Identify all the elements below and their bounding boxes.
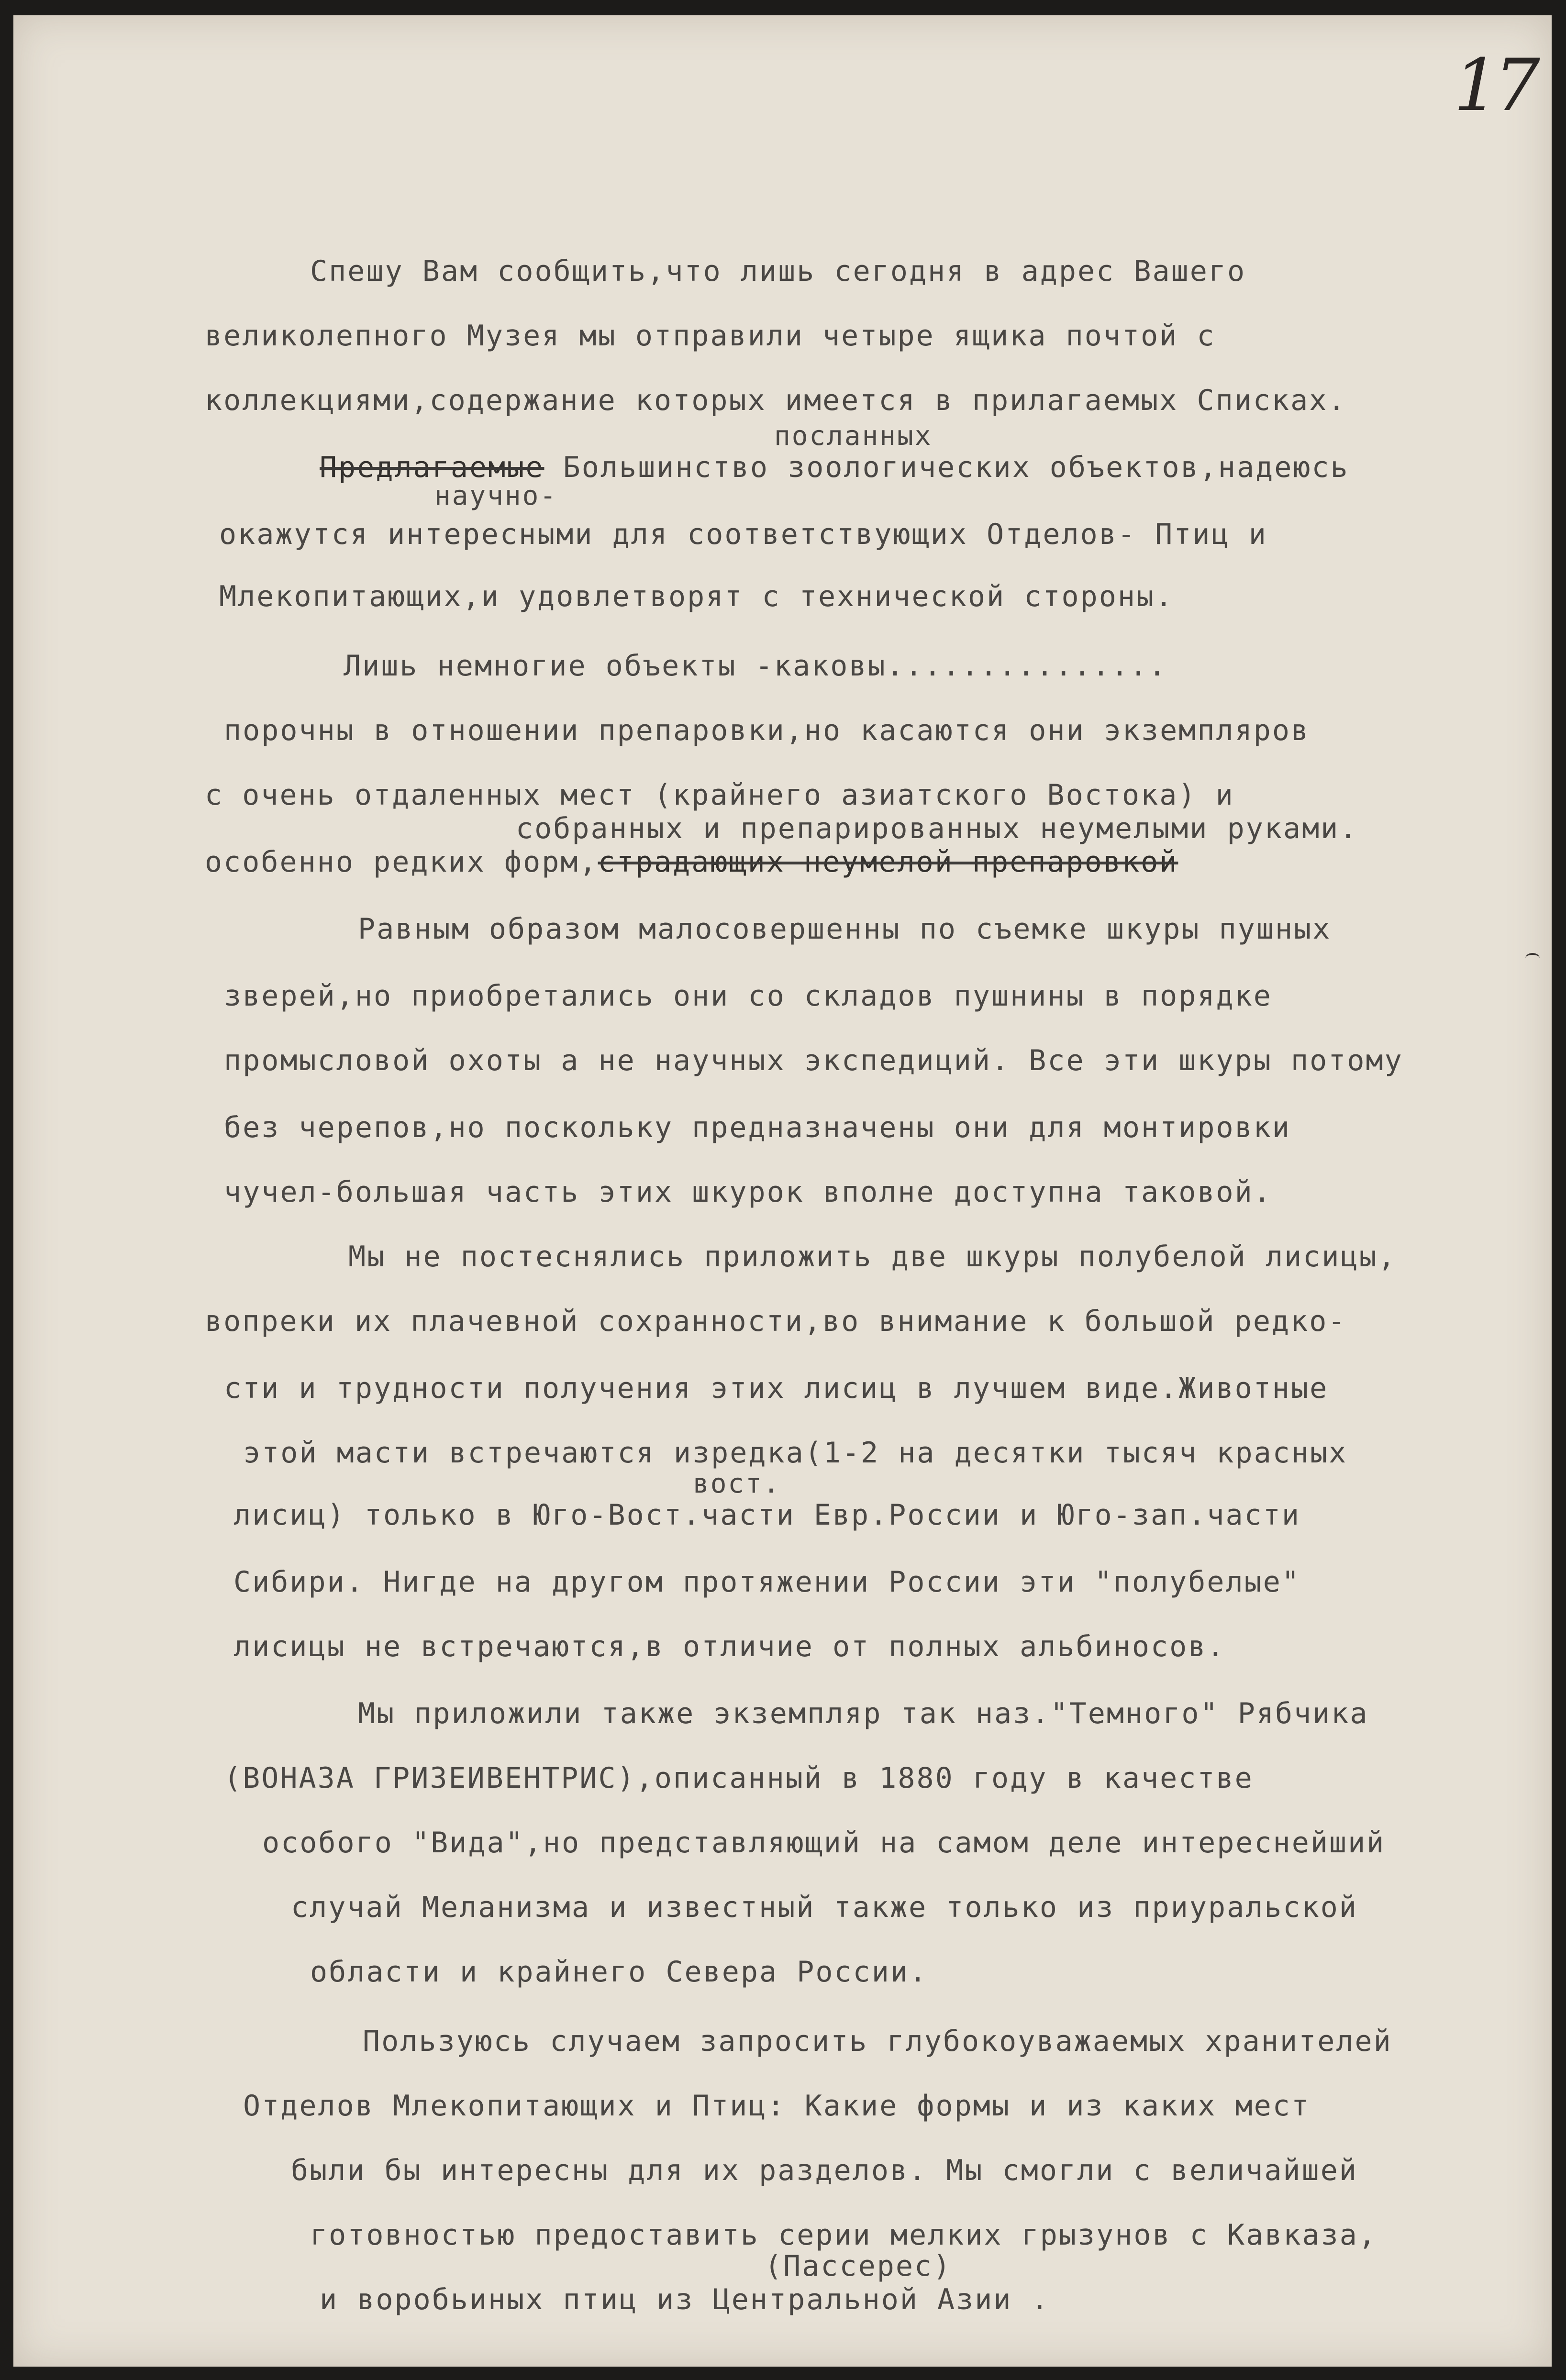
text-line-25: особого "Вида",но представляющий на самом деле интереснейший	[262, 1826, 1386, 1860]
text-line-3: коллекциями,содержание которых имеется в прилагаемых Списках.	[205, 384, 1347, 417]
text-line-2: великолепного Музея мы отправили четыре ящика почтой с	[205, 319, 1216, 353]
text-line-14: без черепов,но поскольку предназначены они для монтировки	[224, 1111, 1291, 1144]
text-line-10-text: особенно редких форм,	[205, 845, 598, 879]
text-line-22: лисицы не встречаются,в отличие от полных альбиносов.	[233, 1630, 1226, 1663]
text-line-19: этой масти встречаются изредка(1-2 на десятки тысяч красных	[243, 1436, 1348, 1470]
text-line-28: Пользуюсь случаем запросить глубокоуважаемых хранителей	[363, 2025, 1392, 2058]
text-line-16: Мы не постеснялись приложить две шкуры полубелой лисицы,	[348, 1240, 1397, 1273]
struck-word: Предлагаемые	[320, 451, 544, 484]
text-line-27: области и крайнего Севера России.	[310, 1955, 928, 1989]
text-line-31: готовностью предоставить серии мелких грызунов с Кавказа,	[310, 2218, 1377, 2252]
text-line-15: чучел-большая часть этих шкурок вполне доступна таковой.	[224, 1175, 1272, 1209]
text-line-1: Спешу Вам сообщить,что лишь сегодня в адрес Вашего	[310, 255, 1246, 288]
text-line-29: Отделов Млекопитающих и Птиц: Какие формы и из каких мест	[243, 2089, 1311, 2123]
text-line-17: вопреки их плачевной сохранности,во внимание к большой редко-	[205, 1305, 1347, 1338]
text-line-26: случай Меланизма и известный также только из приуральской	[291, 1891, 1358, 1924]
insertion-sobrannyh: собранных и препарированных неумелыми руками.	[516, 812, 1358, 845]
insertion-poslannyh: посланных	[774, 421, 933, 452]
insertion-passeres: (Пассерес)	[765, 2249, 952, 2283]
text-line-24: (ВОНАЗА ГРИЗЕИВЕНТРИС),описанный в 1880 году в качестве	[224, 1761, 1254, 1795]
text-line-12: зверей,но приобретались они со складов пушнины в порядке	[224, 979, 1272, 1013]
text-line-7: Лишь немногие объекты -каковы...............	[344, 649, 1167, 683]
text-line-21: Сибири. Нигде на другом протяжении России эти "полубелые"	[233, 1565, 1301, 1599]
text-line-4-text: Большинство зоологических объектов,надеюсь	[563, 451, 1349, 484]
text-line-5: окажутся интересными для соответствующих Отделов- Птиц и	[219, 518, 1267, 551]
struck-phrase: страдающих неумелой препаровкой	[598, 845, 1178, 879]
document-page	[13, 15, 1552, 2367]
insertion-vost: вост.	[693, 1468, 781, 1499]
text-line-10	[205, 843, 1178, 881]
text-line-8: порочны в отношении препаровки,но касаются они экземпляров	[224, 714, 1310, 747]
text-line-23: Мы приложили также экземпляр так наз."Темного" Рябчика	[358, 1697, 1369, 1730]
text-line-30: были бы интересны для их разделов. Мы смогли с величайшей	[291, 2154, 1358, 2187]
text-line-32: и воробьиных птиц из Центральной Азии .	[320, 2283, 1050, 2316]
text-line-20: лисиц) только в Юго-Вост.части Евр.России и Юго-зап.части	[233, 1498, 1301, 1532]
text-line-6: Млекопитающих,и удовлетворят с технической стороны.	[219, 580, 1174, 613]
text-line-11: Равным образом малосовершенны по съемке шкуры пушных	[358, 912, 1332, 946]
text-line-9: с очень отдаленных мест (крайнего азиатского Востока) и	[205, 778, 1234, 812]
text-line-18: сти и трудности получения этих лисиц в лучшем виде.Животные	[224, 1372, 1329, 1405]
insertion-nauchno: научно-	[434, 480, 558, 511]
page-number: 17	[1454, 44, 1535, 127]
margin-mark	[1525, 953, 1540, 963]
text-line-13: промысловой охоты а не научных экспедиций. Все эти шкуры потому	[224, 1044, 1403, 1077]
